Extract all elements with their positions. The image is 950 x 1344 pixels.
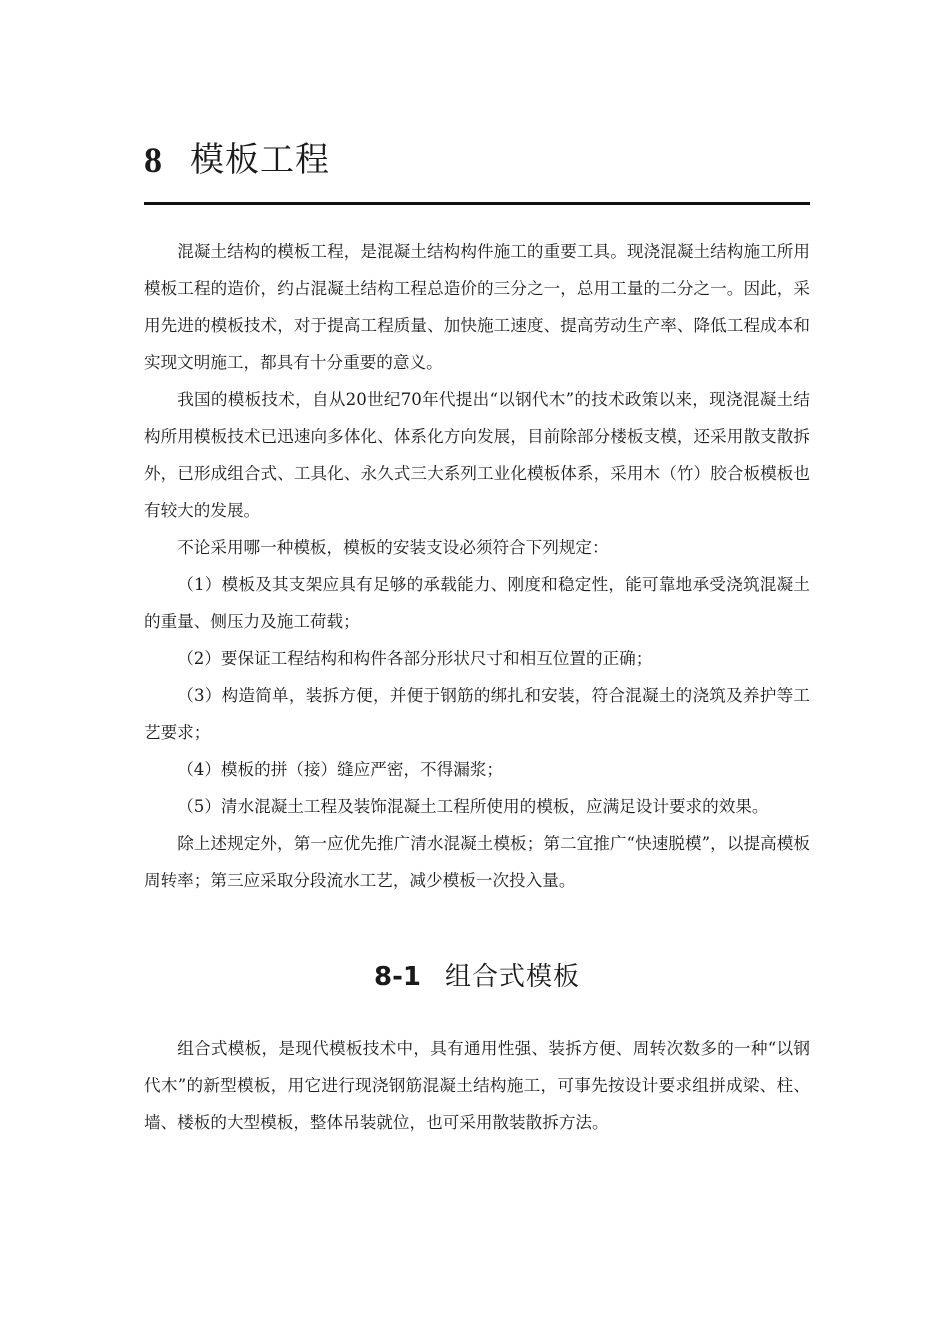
list-item: （4）模板的拼（接）缝应严密，不得漏浆； — [177, 760, 504, 779]
paragraph: 混凝土结构的模板工程，是混凝土结构构件施工的重要工具。现浇混凝土结构施工所用模板工程的造价，约占混凝土结构工程总造价的三分之一，总用工量的二分之一。因此，采用先进的模板技术，对于提高工程质量、加快施工速度、提高劳动生产率、降低工程成本和实现文明施工，都具有十分重要的意义。 — [144, 242, 810, 372]
list-item: （3）构造简单，装拆方便，并便于钢筋的绑扎和安装，符合混凝土的浇筑及养护等工艺要求； — [144, 686, 810, 742]
chapter-heading — [144, 132, 810, 188]
chapter-divider — [144, 202, 810, 205]
chapter-number: 8 — [144, 140, 162, 180]
intro-text — [144, 233, 810, 899]
chapter-title: 模板工程 — [190, 140, 330, 180]
list-item: （1）模板及其支架应具有足够的承载能力、刚度和稳定性，能可靠地承受浇筑混凝土的重量、侧压力及施工荷载； — [144, 575, 810, 631]
paragraph: 除上述规定外，第一应优先推广清水混凝土模板；第二宜推广“快速脱模”，以提高模板周转率；第三应采取分段流水工艺，减少模板一次投入量。 — [144, 834, 810, 890]
section-text — [144, 1030, 810, 1141]
list-item: （2）要保证工程结构和构件各部分形状尺寸和相互位置的正确； — [177, 649, 653, 668]
paragraph: 不论采用哪一种模板，模板的安装支设必须符合下列规定： — [177, 538, 609, 557]
paragraph: 组合式模板，是现代模板技术中，具有通用性强、装拆方便、周转次数多的一种“以钢代木”的新型模板，用它进行现浇钢筋混凝土结构施工，可事先按设计要求组拼成梁、柱、墙、楼板的大型模板，整体吊装就位，也可采用散装散拆方法。 — [144, 1039, 810, 1132]
section-title: 组合式模板 — [444, 962, 580, 992]
section-number: 8-1 — [374, 962, 421, 992]
list-item: （5）清水混凝土工程及装饰混凝土工程所使用的模板，应满足设计要求的效果。 — [177, 797, 769, 816]
paragraph: 我国的模板技术，自从20世纪70年代提出“以钢代木”的技术政策以来，现浇混凝土结构所用模板技术已迅速向多体化、体系化方向发展，目前除部分楼板支模，还采用散支散拆外，已形成组合式、工具化、永久式三大系列工业化模板体系，采用木（竹）胶合板模板也有较大的发展。 — [144, 390, 810, 520]
section-heading — [144, 952, 810, 1002]
